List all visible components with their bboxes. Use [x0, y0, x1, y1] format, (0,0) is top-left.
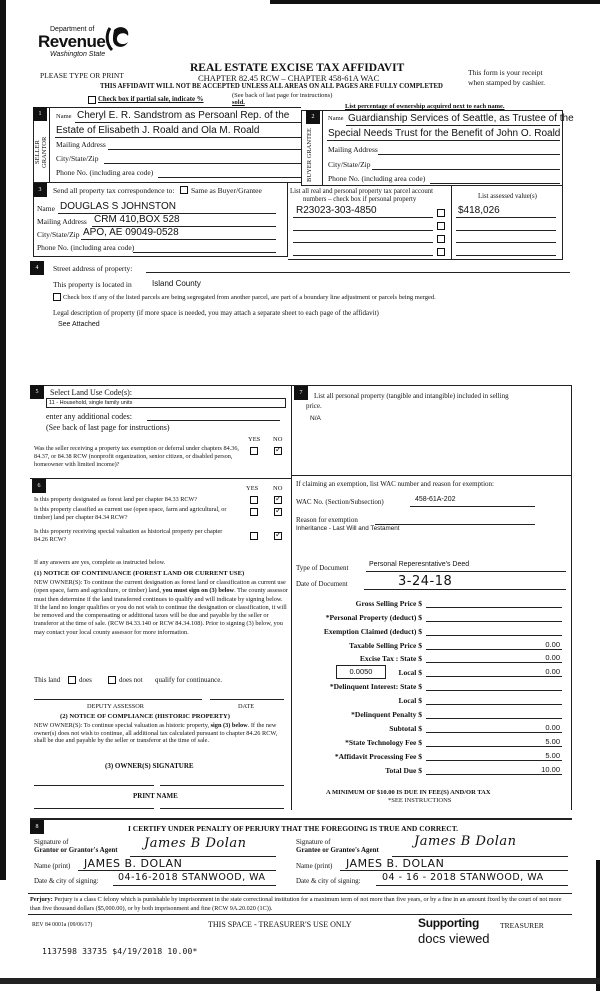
scan-edge-bottom [0, 978, 600, 984]
doc-date-label: Date of Document [296, 580, 348, 588]
treasurer-tail: TREASURER [500, 921, 544, 930]
s2-name-label: Name [328, 115, 344, 122]
legal-description-label: Legal description of property (if more space is needed, you may attach a separate sheet to each page of the affidavit) [53, 309, 379, 317]
notice1-text-a: NEW OWNER(S): To continue the current designation as forest land or classification as current use (open space, farm and agriculture, or timber) land, [34, 579, 286, 595]
money-label: Taxable Selling Price $ [349, 641, 422, 650]
money-line[interactable] [426, 774, 562, 775]
grantee-name-line [340, 870, 568, 871]
s3-city-label: City/State/Zip [37, 230, 80, 239]
see-back-note: (See back of last page for instructions) [232, 92, 333, 99]
reason-value[interactable]: Inheritance - Last Will and Testament [296, 525, 400, 532]
does-qualify-checkbox[interactable] [68, 676, 76, 684]
money-value: 10.00 [541, 765, 560, 774]
certify-statement: I CERTIFY UNDER PENALTY OF PERJURY THAT THE FOREGOING IS TRUE AND CORRECT. [128, 824, 459, 833]
notice1-text-c: . The county assessor must then determine if the land transferred continues to qualify and will indicate by signing below. If the land no longer qualifies or you do not wish to continue the designation or classification, it will be removed and the compensating or additional taxes will be due and payable by the seller or transferor at the time of sale. (RCW 84.33.140 or RCW 84.34.108). Prior to signing (3) below, you may contact your local county assessor for more information. [34, 587, 288, 636]
grantee-sig-label-1: Signature of [296, 838, 331, 846]
personal-property-label-2: price. [306, 402, 322, 410]
money-label: Excise Tax : State $ [359, 654, 422, 663]
segregated-label: Check box if any of the listed parcels are being segregated from another parcel, are part of a boundary line adjustment or parcels being merged. [63, 294, 436, 301]
supporting-stamp-line2: docs viewed [418, 931, 490, 946]
notice2-text-a: NEW OWNER(S): To continue special valuation as historic property, [34, 722, 210, 729]
money-line[interactable] [426, 635, 562, 636]
exemption-label: If claiming an exemption, list WAC number and reason for exemption: [296, 480, 494, 488]
local-rate-value: 0.0050 [349, 667, 373, 676]
personal-property-checkbox[interactable] [437, 209, 445, 217]
s6-question-1: Is this property designated as forest land per chapter 84.33 RCW? [34, 496, 198, 503]
grantee-name-value[interactable]: JAMES B. DOLAN [346, 857, 445, 870]
deputy-assessor-label: DEPUTY ASSESSOR [87, 703, 144, 710]
s1-phone-label: Phone No. (including area code) [56, 168, 154, 177]
s3-name-label: Name [37, 204, 55, 213]
form-warning: THIS AFFIDAVIT WILL NOT BE ACCEPTED UNLESS ALL AREAS ON ALL PAGES ARE FULLY COMPLETED [100, 83, 443, 90]
parcels-header-2: numbers – check box if personal property [303, 196, 417, 203]
personal-property-label-1: List all personal property (tangible and intangible) included in selling [314, 392, 509, 400]
parcel-underline[interactable] [293, 230, 433, 231]
s1-city-field[interactable] [104, 163, 301, 164]
sold-label: sold. [232, 99, 245, 106]
form-title: REAL ESTATE EXCISE TAX AFFIDAVIT [190, 62, 405, 74]
s3-city-underline [81, 239, 276, 240]
s6-yes-header: YES [246, 485, 259, 492]
personal-property-checkbox[interactable] [437, 248, 445, 256]
s5-no-header: NO [273, 436, 283, 443]
s5-no-checkbox[interactable] [274, 447, 282, 455]
money-line[interactable] [426, 690, 562, 691]
wac-value[interactable]: 458-61A-202 [415, 496, 456, 503]
wac-label: WAC No. (Section/Subsection) [296, 498, 384, 506]
s3-mailing-label: Mailing Address [37, 217, 87, 226]
does-not-label: does not [119, 676, 143, 684]
money-line[interactable] [426, 676, 562, 677]
owner-signature-label: (3) OWNER(S) SIGNATURE [105, 762, 194, 770]
notice1-text-b: you must sign on (3) below [162, 587, 235, 595]
does-not-qualify-checkbox[interactable] [108, 676, 116, 684]
section7-exemption-rule [292, 475, 572, 476]
seller-grantor-label: SELLER GRANTOR [34, 136, 48, 168]
assessed-underline[interactable] [456, 242, 556, 243]
s2-name-underline1 [346, 125, 560, 126]
doc-date-value[interactable]: 3-24-18 [398, 574, 453, 589]
money-value: 5.00 [545, 737, 560, 746]
s1-name-underline1 [75, 122, 301, 123]
if-yes-instructions: If any answers are yes, complete as instructed below. [34, 559, 166, 566]
grantee-date-label: Date & city of signing: [296, 877, 361, 885]
money-label: Gross Selling Price $ [355, 599, 422, 608]
section7-number: 7 [294, 386, 308, 400]
treasurer-use-only: THIS SPACE - TREASURER'S USE ONLY [208, 920, 352, 929]
rev-number: REV 84 0001a (09/06/17) [32, 922, 93, 928]
s1-name-line1[interactable]: Cheryl E. R. Sandstrom as Persoanl Rep. of the [77, 110, 290, 121]
s5-see-back: (See back of last page for instructions) [46, 423, 170, 432]
money-label: *Delinquent Interest: State $ [329, 682, 422, 691]
s3-phone-label: Phone No. (including area code) [37, 243, 135, 252]
minimum-due-note: A MINIMUM OF $10.00 IS DUE IN FEE(S) AND/OR TAX [326, 789, 491, 796]
grantor-name-line [78, 870, 276, 871]
personal-property-value[interactable]: N/A [310, 415, 321, 422]
s1-phone-field[interactable] [158, 177, 301, 178]
assessed-value[interactable]: $418,026 [458, 205, 500, 216]
money-label: *State Technology Fee $ [345, 738, 422, 747]
section8-number: 8 [30, 820, 44, 834]
s2-mailing-field[interactable] [378, 154, 560, 155]
reason-label: Reason for exemption [296, 516, 358, 524]
money-value: 0.00 [545, 653, 560, 662]
money-value: 5.00 [545, 751, 560, 760]
scan-edge-right [596, 860, 600, 991]
grantor-signature[interactable]: James B Dolan [144, 836, 247, 851]
s1-city-label: City/State/Zip [56, 154, 99, 163]
supporting-stamp-line1: Supporting [418, 916, 479, 930]
assessed-underline [456, 217, 556, 218]
print-name-label: PRINT NAME [133, 792, 178, 800]
logo-line1: Department of [50, 26, 95, 33]
assessed-underline[interactable] [456, 255, 556, 256]
money-line[interactable] [426, 662, 562, 663]
legal-description-value[interactable]: See Attached [58, 321, 100, 328]
s1-name-line2[interactable]: Estate of Elisabeth J. Roald and Ola M. Roald [56, 125, 260, 136]
located-in-label: This property is located in [53, 280, 132, 289]
receipt-note-1: This form is your receipt [468, 68, 543, 77]
additional-codes-label: enter any additional codes: [46, 412, 132, 421]
money-label: Exemption Claimed (deduct) $ [323, 627, 422, 636]
s1-mailing-label: Mailing Address [56, 140, 106, 149]
grantor-name-value[interactable]: JAMES B. DOLAN [84, 857, 183, 870]
doc-type-label: Type of Document [296, 564, 349, 572]
s6-q1-no-checkbox[interactable] [274, 496, 282, 504]
s1-name-underline2 [55, 137, 301, 138]
grantee-date-value[interactable]: 04 - 16 - 2018 STANWOOD, WA [382, 872, 544, 883]
parcel-underline [293, 217, 433, 218]
partial-sale-checkbox[interactable] [88, 96, 96, 104]
logo-line2: Revenue [38, 32, 106, 51]
land-use-selected: 11 - Household, single family units [49, 400, 133, 406]
money-value: 0.00 [545, 723, 560, 732]
notice1-title: (1) NOTICE OF CONTINUANCE (FOREST LAND OR CURRENT USE) [34, 570, 245, 577]
notice2-title: (2) NOTICE OF COMPLIANCE (HISTORIC PROPERTY) [60, 713, 230, 720]
money-line[interactable] [426, 621, 562, 622]
s6-no-header: NO [273, 485, 283, 492]
land-use-label: Select Land Use Code(s): [50, 388, 132, 397]
print-name-line-2[interactable] [160, 808, 284, 809]
section6-number: 6 [32, 479, 46, 493]
s2-mailing-label: Mailing Address [328, 145, 378, 154]
street-address-field[interactable] [146, 272, 570, 273]
parcels-header-1: List all real and personal property tax parcel account [290, 188, 434, 195]
date-label: DATE [238, 703, 255, 710]
money-label: Local $ [398, 696, 422, 705]
money-label: *Affidavit Processing Fee $ [334, 752, 422, 761]
grantor-sig-label-1: Signature of [34, 838, 69, 846]
segregated-checkbox[interactable] [53, 293, 61, 301]
owner-signature-line[interactable] [34, 785, 154, 786]
same-as-buyer-label: Same as Buyer/Grantee [191, 186, 262, 195]
section2-divider [322, 110, 323, 186]
street-address-label: Street address of property: [53, 264, 133, 273]
this-land-label: This land [34, 676, 61, 684]
money-label: Local $ [398, 668, 422, 677]
money-line[interactable] [426, 746, 562, 747]
assessed-header: List assessed value(s) [478, 193, 537, 200]
grantee-signature[interactable]: James B Dolan [414, 834, 517, 849]
s3-mailing-value[interactable]: CRM 410,BOX 528 [94, 214, 180, 225]
s5-yes-header: YES [248, 436, 261, 443]
money-value: 0.00 [545, 667, 560, 676]
qualify-label: qualify for continuance. [155, 676, 223, 684]
receipt-note-2: when stamped by cashier. [468, 78, 546, 87]
scan-edge-top [270, 0, 600, 4]
logo-line3: Washington State [50, 51, 106, 58]
notice2-text-c: . If the new owner(s) does not wish to continue, all additional tax calculated pursuant to chapter 84.26 RCW, shall be due and payable by the seller or transferor at the time of sale. [34, 722, 278, 744]
footer-top-rule [28, 893, 572, 894]
money-label: *Personal Property (deduct) $ [325, 613, 422, 622]
additional-codes-field[interactable] [147, 420, 280, 421]
s6-question-3: Is this property receiving special valuation as historical property per chapter 84.26 RCW? [34, 528, 223, 543]
parcels-column-divider [451, 186, 452, 260]
money-line[interactable] [426, 649, 562, 650]
notice2-text-b: sign (3) below [210, 722, 248, 729]
perjury-notice [30, 896, 572, 913]
s2-name-line2[interactable]: Special Needs Trust for the Benefit of John O. Roald [328, 128, 561, 139]
section1-number: 1 [33, 107, 47, 121]
parcel-number[interactable]: R23023-303-4850 [296, 205, 377, 216]
receipt-line: 1137598 33735 $4/19/2018 10.00* [42, 947, 198, 956]
scan-edge-left [0, 0, 6, 880]
s6-q2-yes-checkbox[interactable] [250, 508, 258, 516]
money-line[interactable] [426, 732, 562, 733]
s1-name-label: Name [56, 113, 72, 120]
grantee-date-line [376, 885, 568, 886]
s6-q3-yes-checkbox[interactable] [250, 532, 258, 540]
s2-phone-label: Phone No. (including area code) [328, 174, 426, 183]
s3-name-value[interactable]: DOUGLAS S JOHNSTON [60, 201, 176, 212]
wac-underline [410, 506, 535, 507]
s6-q2-no-checkbox[interactable] [274, 508, 282, 516]
money-label: Total Due $ [385, 766, 422, 775]
s2-name-line1[interactable]: Guardianship Services of Seattle, as Trustee of the [348, 113, 574, 124]
doc-type-value[interactable]: Personal Reperesntative's Deed [369, 561, 470, 568]
s5-yes-checkbox[interactable] [250, 447, 258, 455]
parcel-underline[interactable] [293, 242, 433, 243]
section1-divider [49, 107, 50, 183]
deputy-assessor-line[interactable] [34, 699, 202, 700]
grantor-name-label: Name (print) [34, 862, 71, 870]
located-in-value[interactable]: Island County [152, 279, 201, 288]
doc-date-underline [364, 589, 566, 590]
s2-name-underline2 [327, 140, 560, 141]
grantor-date-line [113, 885, 276, 886]
grantee-name-label: Name (print) [296, 862, 333, 870]
grantor-sig-label-2: Grantor or Grantor's Agent [34, 846, 118, 854]
s3-send-label: Send all property tax correspondence to: [53, 186, 175, 195]
notice2-body [34, 722, 288, 745]
perjury-text: Perjury is a class C felony which is punishable by imprisonment in the state correctional institution for a maximum term of not more than five years, or by a fine in an amount fixed by the court of not more than five thousand dollars ($5,000.00), or by both imprisonment and fine (RCW 9A.20.020 (1C)). [30, 896, 562, 912]
s1-mailing-field[interactable] [108, 149, 301, 150]
parcel-underline[interactable] [293, 255, 433, 256]
dor-swoosh-icon [104, 24, 130, 52]
s2-city-field[interactable] [372, 169, 560, 170]
money-value: 0.00 [545, 640, 560, 649]
money-line[interactable] [426, 704, 562, 705]
s2-phone-field[interactable] [430, 183, 560, 184]
section4-number: 4 [30, 261, 44, 275]
print-name-line[interactable] [34, 808, 154, 809]
see-instructions-note: *SEE INSTRUCTIONS [388, 797, 452, 804]
s6-question-2: Is this property classified as current use (open space, farm and agricultural, or timber) land per chapter 84.34 RCW? [34, 506, 227, 521]
s6-q3-no-checkbox[interactable] [274, 532, 282, 540]
section8-top-rule [30, 818, 572, 820]
s3-phone-field[interactable] [133, 252, 276, 253]
footer-mid-rule [28, 914, 572, 915]
land-use-select[interactable] [46, 398, 286, 408]
ownership-note: List percentage of ownership acquired next to each name. [345, 103, 505, 110]
grantor-date-label: Date & city of signing: [34, 877, 99, 885]
money-line[interactable] [426, 718, 562, 719]
personal-property-checkbox[interactable] [437, 235, 445, 243]
same-as-buyer-checkbox[interactable] [180, 186, 188, 194]
grantor-date-value[interactable]: 04-16-2018 STANWOOD, WA [118, 872, 266, 883]
section5-number: 5 [30, 385, 44, 399]
section2-number: 2 [306, 110, 320, 124]
dor-logo [38, 24, 138, 64]
does-label: does [79, 676, 92, 684]
money-label: *Delinquent Penalty $ [351, 710, 422, 719]
section3-number: 3 [33, 183, 47, 197]
s2-city-label: City/State/Zip [328, 160, 371, 169]
exemption-question: Was the seller receiving a property tax exemption or deferral under chapters 84.36, 84.37, or 84.38 RCW (nonprofit organization, senior citizen, or disabled person, homeowner with limited income)? [34, 445, 239, 468]
perjury-bold: Perjury: [30, 896, 53, 903]
money-line[interactable] [426, 760, 562, 761]
assessed-underline[interactable] [456, 230, 556, 231]
section6-top-rule [30, 478, 292, 479]
owner-signature-line-2[interactable] [160, 785, 284, 786]
s3-city-value[interactable]: APO, AE 09049-0528 [83, 227, 179, 238]
s6-q1-yes-checkbox[interactable] [250, 496, 258, 504]
buyer-grantee-label: BUYER GRANTEE [306, 128, 313, 182]
notice1-body [34, 579, 288, 637]
money-line[interactable] [426, 607, 562, 608]
please-type: PLEASE TYPE OR PRINT [40, 71, 124, 80]
doc-type-underline [366, 571, 566, 572]
form-subtitle: CHAPTER 82.45 RCW – CHAPTER 458-61A WAC [198, 73, 380, 83]
partial-sale-label: Check box if partial sale, indicate % [98, 96, 204, 103]
money-label: Subtotal $ [389, 724, 422, 733]
personal-property-checkbox[interactable] [437, 222, 445, 230]
grantee-sig-label-2: Grantee or Grantee's Agent [296, 846, 379, 854]
